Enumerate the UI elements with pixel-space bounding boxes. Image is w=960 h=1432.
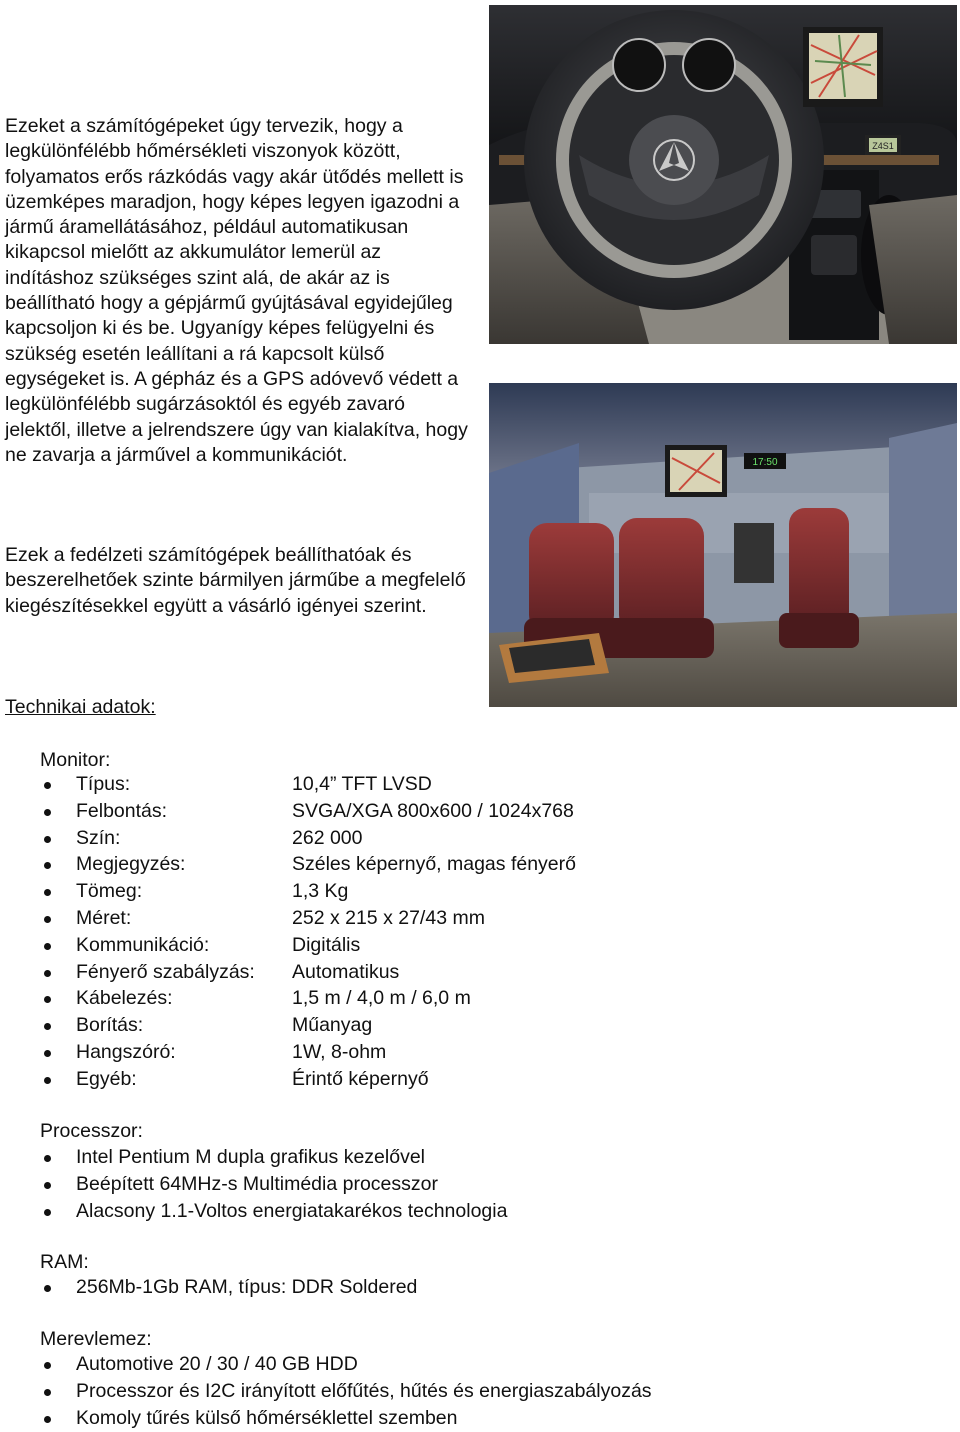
harddisk-title: Merevlemez: (40, 1328, 152, 1350)
spec-value: 1,3 Kg (292, 880, 349, 903)
cockpit-display-text: Z4S1 (872, 141, 894, 151)
technical-data-heading: Technikai adatok: (5, 696, 156, 718)
list-item: Alacsony 1.1-Voltos energiatakarékos technologia (40, 1198, 507, 1225)
spec-row (40, 798, 576, 825)
spec-row (40, 851, 576, 878)
spec-value: Digitális (292, 933, 361, 956)
spec-label: Kommunikáció: (76, 933, 210, 956)
list-item: 256Mb-1Gb RAM, típus: DDR Soldered (40, 1274, 417, 1301)
ram-list (40, 1274, 417, 1301)
spec-value: Automatikus (292, 960, 400, 983)
van-cabin-photo (489, 383, 957, 707)
spec-value: 1W, 8-ohm (292, 1040, 387, 1063)
spec-row (40, 1012, 576, 1039)
spec-row (40, 959, 576, 986)
spec-label: Méret: (76, 906, 132, 929)
spec-label: Fényerő szabályzás: (76, 960, 255, 983)
spec-label: Borítás: (76, 1014, 144, 1037)
spec-label: Kábelezés: (76, 987, 173, 1010)
processor-title: Processzor: (40, 1120, 143, 1142)
intro-paragraph-2: Ezek a fedélzeti számítógépek beállíthatóak és beszerelhetőek szinte bármilyen járműbe a megfelelő kiegészítésekkel együtt a vásárló igényei szerint. (5, 544, 466, 617)
spec-label: Szín: (76, 826, 121, 849)
list-item: Intel Pentium M dupla grafikus kezelővel (40, 1144, 507, 1171)
list-item: Automotive 20 / 30 / 40 GB HDD (40, 1351, 652, 1378)
spec-label: Tömeg: (76, 880, 143, 903)
spec-row (40, 878, 576, 905)
spec-row (40, 932, 576, 959)
spec-value: 10,4” TFT LVSD (292, 773, 432, 795)
spec-value: SVGA/XGA 800x600 / 1024x768 (292, 799, 574, 822)
cabin-monitor (665, 445, 727, 497)
navigation-screen (803, 27, 883, 107)
cabin-display-text: 17:50 (752, 457, 778, 468)
monitor-title: Monitor: (40, 749, 111, 771)
spec-label: Megjegyzés: (76, 853, 186, 876)
spec-value: Műanyag (292, 1014, 373, 1037)
spec-label: Egyéb: (76, 1067, 137, 1090)
ram-title: RAM: (40, 1251, 89, 1273)
spec-row (40, 905, 576, 932)
spec-row (40, 771, 576, 798)
list-item: Komoly tűrés külső hőmérséklettel szemben (40, 1405, 652, 1432)
harddisk-list (40, 1351, 652, 1431)
spec-row (40, 1039, 576, 1066)
spec-value: 1,5 m / 4,0 m / 6,0 m (292, 987, 471, 1010)
spec-row (40, 985, 576, 1012)
spec-label: Felbontás: (76, 799, 168, 822)
monitor-spec-list (40, 771, 576, 1093)
spec-label: Típus: (76, 773, 131, 795)
spec-value: 252 x 215 x 27/43 mm (292, 906, 485, 929)
spec-value: 262 000 (292, 826, 363, 849)
passenger-seats (524, 508, 859, 658)
intro-paragraph-1: Ezeket a számítógépeket úgy tervezik, hogy a legkülönfélébb hőmérsékleti viszonyok között, folyamatos erős rázkódás vagy akár ütődés mellett is üzemképes maradjon, hogy képes legyen igazodni a jármű áramellátásához, például automatikusan kikapcsol mielőtt az akkumulátor lemerül az indításhoz szükséges szint alá, de akár az is beállítható hogy a gépjármű gyújtásával egyidejűleg kapcsoljon ki és be. Ugyanígy képes felügyelni és szükség esetén leállítani a rá kapcsolt külső egységeket is. A gépház és a GPS adóvevő védett a legkülönfélébb sugárzásoktól és egyéb zavaró jelektől, illetve a jelrendszere úgy van kialakítva, hogy ne zavarja a járművel a kommunikációt. (5, 115, 468, 466)
spec-row (40, 1066, 576, 1093)
spec-value: Érintő képernyő (292, 1067, 429, 1090)
cockpit-photo (489, 5, 957, 344)
spec-label: Hangszóró: (76, 1040, 176, 1063)
spec-value: Széles képernyő, magas fényerő (292, 853, 576, 876)
processor-list (40, 1144, 507, 1224)
list-item: Beépített 64MHz-s Multimédia processzor (40, 1171, 507, 1198)
spec-row (40, 825, 576, 852)
list-item: Processzor és I2C irányított előfűtés, hűtés és energiaszabályozás (40, 1378, 652, 1405)
